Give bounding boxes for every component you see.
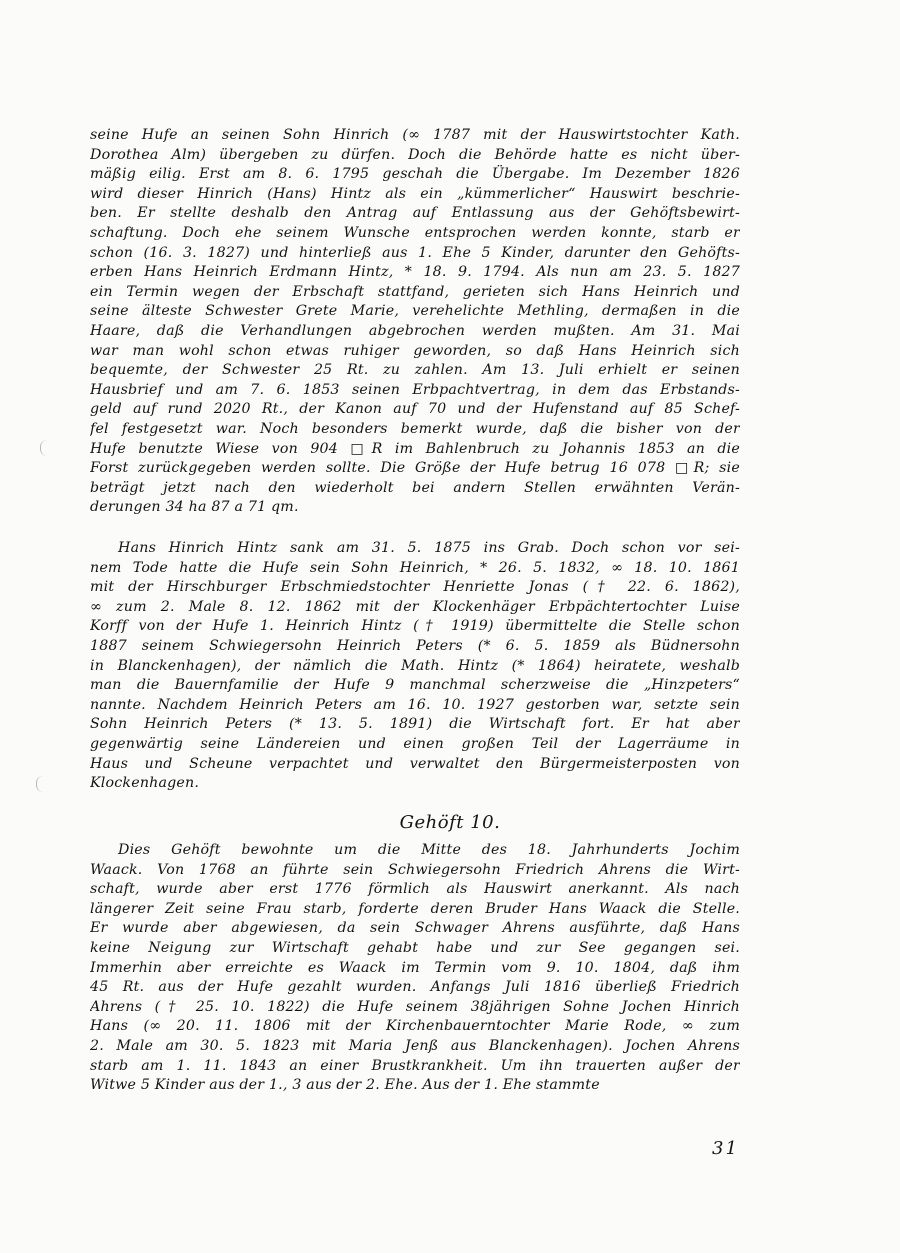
text-line: seine älteste Schwester Grete Marie, verehelichte Methling, dermaßen in die [90, 303, 740, 320]
text-line: ein Termin wegen der Erbschaft stattfand, gerieten sich Hans Heinrich und [90, 283, 740, 300]
text-line: fel festgesetzt war. Noch besonders bemerkt wurde, daß die bisher von der [90, 420, 740, 437]
text-line: Sohn Heinrich Peters (* 13. 5. 1891) die Wirtschaft fort. Er hat aber [90, 716, 740, 733]
text-line: mit der Hirschburger Erbschmiedstochter Henriette Jonas († 22. 6. 1862), [90, 579, 740, 596]
text-line: geld auf rund 2020 Rt., der Kanon auf 70 und der Hufenstand auf 85 Schef- [90, 401, 740, 418]
text-line: schaft, wurde aber erst 1776 förmlich als Hauswirt anerkannt. Als nach [90, 881, 740, 898]
text-line: nannte. Nachdem Heinrich Peters am 16. 10. 1927 gestorben war, setzte sein [90, 696, 740, 713]
text-line: Hans Hinrich Hintz sank am 31. 5. 1875 ins Grab. Doch schon vor sei- [118, 540, 740, 556]
section-heading: Gehöft 10. [399, 812, 501, 833]
text-line: Ahrens († 25. 10. 1822) die Hufe seinem 38jährigen Sohne Jochen Hinrich [90, 998, 740, 1015]
paragraph-second [90, 539, 740, 794]
text-line: Forst zurückgegeben werden sollte. Die Größe der Hufe betrug 16 078 □R; sie [90, 460, 740, 477]
text-line: bequemte, der Schwester 25 Rt. zu zahlen. Am 13. Juli erhielt er seinen [90, 362, 740, 379]
text-line: schaftung. Doch ehe seinem Wunsche entsprochen werden konnte, starb er [90, 224, 740, 241]
margin-mark [36, 776, 43, 792]
text-line: erben Hans Heinrich Erdmann Hintz, * 18. 9. 1794. Als nun am 23. 5. 1827 [90, 264, 740, 281]
text-line: 2. Male am 30. 5. 1823 mit Maria Jenß aus Blanckenhagen). Jochen Ahrens [90, 1037, 740, 1054]
text-line: Haus und Scheune verpachtet und verwaltet den Bürgermeisterposten von [90, 755, 740, 772]
text-line: ∞ zum 2. Male 8. 12. 1862 mit der Klockenhäger Erbpächtertochter Luise [90, 598, 740, 615]
paragraph-top [90, 126, 740, 518]
text-line: Er wurde aber abgewiesen, da sein Schwager Ahrens ausführte, daß Hans [90, 920, 740, 937]
text-line: gegenwärtig seine Ländereien und einen großen Teil der Lagerräume in [90, 735, 740, 752]
text-line: Hausbrief und am 7. 6. 1853 seinen Erbpachtvertrag, in dem das Erbstands- [90, 381, 740, 398]
text-line: mäßig eilig. Erst am 8. 6. 1795 geschah die Übergabe. Im Dezember 1826 [90, 166, 740, 183]
text-line: Hans (∞ 20. 11. 1806 mit der Kirchenbauerntochter Marie Rode, ∞ zum [90, 1018, 740, 1035]
text-line: 1887 seinem Schwiegersohn Heinrich Peters (* 6. 5. 1859 als Büdnersohn [90, 637, 740, 654]
text-line: Immerhin aber erreichte es Waack im Termin vom 9. 10. 1804, daß ihm [90, 959, 740, 976]
text-line: schon (16. 3. 1827) und hinterließ aus 1. Ehe 5 Kinder, darunter den Gehöfts- [90, 244, 740, 261]
text-line: Klockenhagen. [90, 775, 200, 792]
page-number: 31 [712, 1138, 739, 1159]
text-line: Dorothea Alm) übergeben zu dürfen. Doch die Behörde hatte es nicht über- [90, 146, 740, 163]
text-line: Dies Gehöft bewohnte um die Mitte des 18. Jahrhunderts Jochim [118, 842, 740, 858]
paragraph-third [90, 841, 740, 1096]
text-line: starb am 1. 11. 1843 an einer Brustkrankheit. Um ihn trauerten außer der [90, 1057, 740, 1074]
text-line: ben. Er stellte deshalb den Antrag auf Entlassung aus der Gehöftsbewirt- [90, 205, 740, 222]
text-line: derungen 34 ha 87 a 71 qm. [90, 499, 299, 516]
text-line: Waack. Von 1768 an führte sein Schwiegersohn Friedrich Ahrens die Wirt- [90, 861, 740, 878]
text-line: Haare, daß die Verhandlungen abgebrochen werden mußten. Am 31. Mai [90, 322, 740, 339]
text-line: man die Bauernfamilie der Hufe 9 manchmal scherzweise die „Hinzpeters“ [90, 677, 740, 694]
text-line: Witwe 5 Kinder aus der 1., 3 aus der 2. Ehe. Aus der 1. Ehe stammte [90, 1077, 600, 1094]
margin-mark [40, 440, 47, 456]
text-line: in Blanckenhagen), der nämlich die Math. Hintz (* 1864) heiratete, weshalb [90, 657, 740, 674]
text-line: längerer Zeit seine Frau starb, forderte deren Bruder Hans Waack die Stelle. [90, 900, 740, 917]
text-line: seine Hufe an seinen Sohn Hinrich (∞ 1787 mit der Hauswirtstochter Kath. [90, 127, 740, 143]
text-line: keine Neigung zur Wirtschaft gehabt habe und zur See gegangen sei. [90, 939, 740, 956]
text-line: beträgt jetzt nach den wiederholt bei andern Stellen erwähnten Verän- [90, 479, 740, 496]
text-line: wird dieser Hinrich (Hans) Hintz als ein „kümmerlicher“ Hauswirt beschrie- [90, 185, 740, 202]
text-line: Korff von der Hufe 1. Heinrich Hintz († 1919) übermittelte die Stelle schon [90, 618, 740, 635]
text-line: war man wohl schon etwas ruhiger geworden, so daß Hans Heinrich sich [90, 342, 740, 359]
text-line: nem Tode hatte die Hufe sein Sohn Heinrich, * 26. 5. 1832, ∞ 18. 10. 1861 [90, 559, 740, 576]
text-line: 45 Rt. aus der Hufe gezahlt wurden. Anfangs Juli 1816 überließ Friedrich [90, 979, 740, 996]
text-line: Hufe benutzte Wiese von 904 □R im Bahlenbruch zu Johannis 1853 an die [90, 440, 740, 457]
